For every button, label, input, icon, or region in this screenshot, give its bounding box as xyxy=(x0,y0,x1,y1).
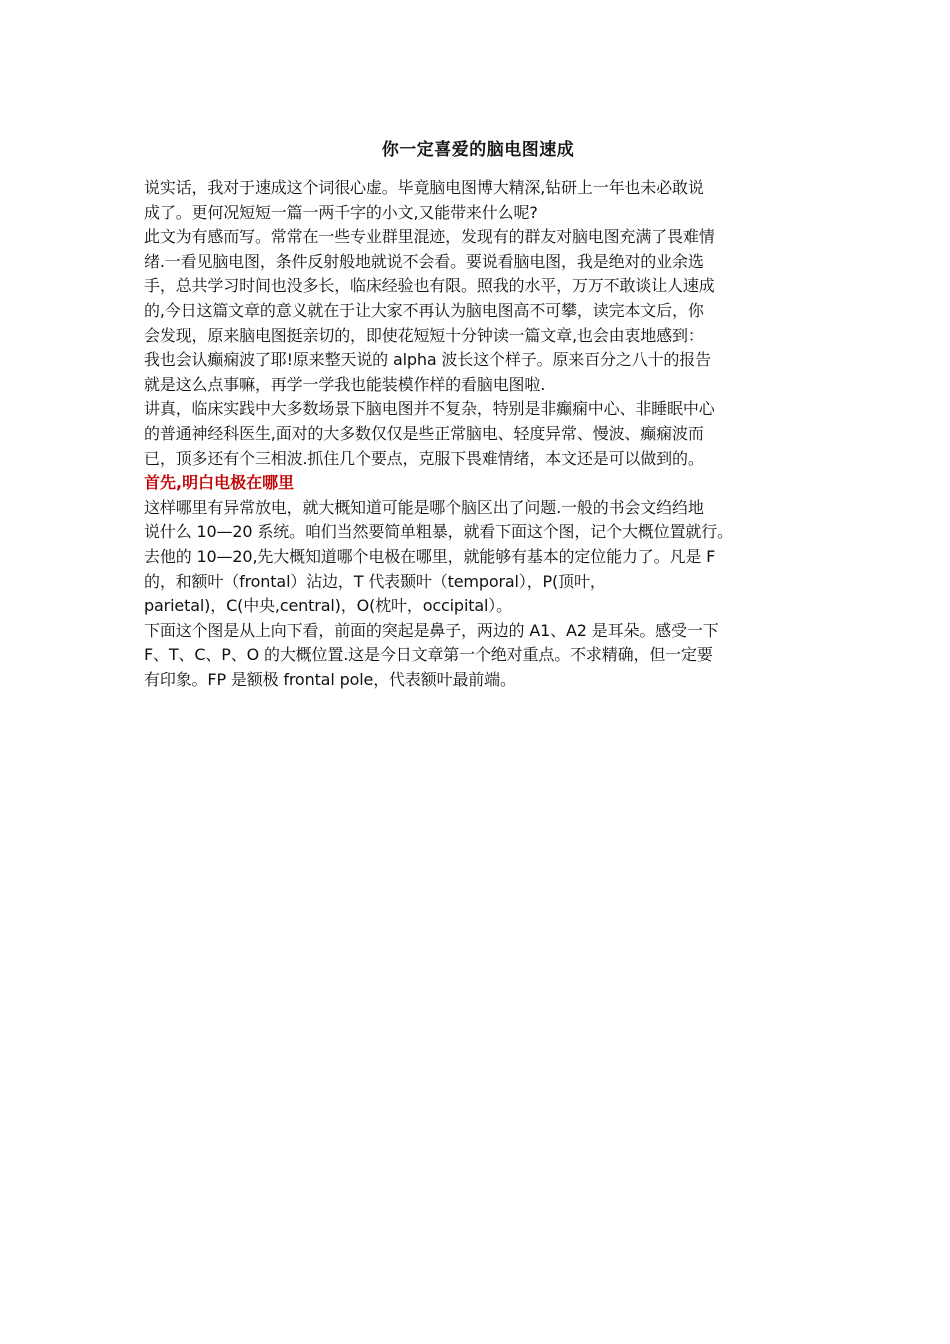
section-heading: 首先,明白电极在哪里 xyxy=(144,473,295,493)
intro-line: 说实话，我对于速成这个词很心虚。毕竟脑电图博大精深,钻研上一年也未必敢说 xyxy=(144,178,704,197)
intro-line: 绪.一看见脑电图，条件反射般地就说不会看。要说看脑电图，我是绝对的业余选 xyxy=(144,251,704,271)
intro-line: 讲真，临床实践中大多数场景下脑电图并不复杂，特别是非癫痫中心、非睡眠中心 xyxy=(144,399,715,419)
section-line: 去他的 10—20,先大概知道哪个电极在哪里，就能够有基本的定位能力了。凡是 F xyxy=(144,546,716,566)
section-line: F、T、C、P、O 的大概位置.这是今日文章第一个绝对重点。不求精确，但一定要 xyxy=(144,645,713,665)
intro-line: 我也会认癫痫波了耶!原来整天说的 alpha 波长这个样子。原来百分之八十的报告 xyxy=(144,350,711,370)
section-line: parietal)，C(中央,central)，O(枕叶，occipital）。 xyxy=(144,596,513,616)
intro-paragraphs xyxy=(144,176,812,471)
intro-line: 手，总共学习时间也没多长，临床经验也有限。照我的水平，万万不敢谈让人速成 xyxy=(144,276,715,296)
section-paragraphs xyxy=(144,496,812,693)
intro-line: 此文为有感而写。常常在一些专业群里混迹，发现有的群友对脑电图充满了畏难情 xyxy=(144,227,715,247)
section-line: 说什么 10—20 系统。咱们当然要简单粗暴，就看下面这个图，记个大概位置就行。 xyxy=(144,522,733,542)
intro-line: 就是这么点事嘛，再学一学我也能装模作样的看脑电图啦. xyxy=(144,374,546,394)
intro-line: 成了。更何况短短一篇一两千字的小文,又能带来什么呢? xyxy=(144,202,538,222)
document-title: 你一定喜爱的脑电图速成 xyxy=(381,140,575,160)
section-line: 这样哪里有异常放电，就大概知道可能是哪个脑区出了问题.一般的书会文绉绉地 xyxy=(144,497,704,517)
intro-line: 会发现，原来脑电图挺亲切的，即使花短短十分钟读一篇文章,也会由衷地感到： xyxy=(144,325,704,345)
section-line: 下面这个图是从上向下看，前面的突起是鼻子，两边的 A1、A2 是耳朵。感受一下 xyxy=(144,620,719,640)
document-body xyxy=(144,136,812,692)
intro-line: 的普通神经科医生,面对的大多数仅仅是些正常脑电、轻度异常、慢波、癫痫波而 xyxy=(144,423,704,443)
intro-line: 已，顶多还有个三相波.抓住几个要点，克服下畏难情绪，本文还是可以做到的。 xyxy=(144,448,704,468)
section-line: 的，和额叶（frontal）沾边，T 代表颞叶（temporal），P(顶叶， xyxy=(144,571,606,591)
intro-line: 的,今日这篇文章的意义就在于让大家不再认为脑电图高不可攀，读完本文后，你 xyxy=(144,300,704,320)
section-line: 有印象。FP 是额极 frontal pole，代表额叶最前端。 xyxy=(144,669,516,689)
